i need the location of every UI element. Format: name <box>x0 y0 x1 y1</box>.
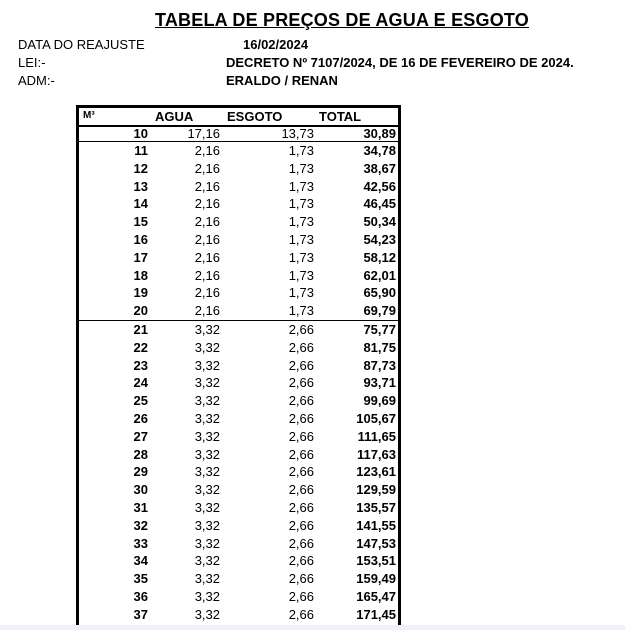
header-total: TOTAL <box>319 109 362 124</box>
cell-esgoto: 1,73 <box>288 231 314 247</box>
table-row <box>79 392 398 410</box>
cell-agua: 2,16 <box>194 196 220 212</box>
cell-agua: 3,32 <box>194 446 220 462</box>
cell-esgoto: 2,66 <box>288 375 314 391</box>
cell-esgoto: 2,66 <box>288 553 314 569</box>
cell-total: 117,63 <box>356 446 396 462</box>
header-m3: M³ <box>83 110 95 121</box>
cell-total: 65,90 <box>363 285 396 301</box>
cell-m3: 35 <box>133 571 148 587</box>
cell-m3: 18 <box>133 267 148 283</box>
cell-total: 62,01 <box>363 267 396 283</box>
table-row <box>79 160 398 178</box>
cell-total: 111,65 <box>357 428 396 444</box>
cell-m3: 11 <box>134 143 148 158</box>
cell-total: 147,53 <box>356 535 396 551</box>
cell-total: 81,75 <box>363 339 396 355</box>
cell-agua: 2,16 <box>194 214 220 230</box>
table-row <box>79 339 398 357</box>
cell-agua: 3,32 <box>194 375 220 391</box>
cell-esgoto: 2,66 <box>288 499 314 515</box>
cell-total: 141,55 <box>356 517 396 533</box>
cell-esgoto: 2,66 <box>288 321 314 337</box>
table-row <box>79 517 398 535</box>
cell-agua: 3,32 <box>194 464 220 480</box>
adm-label: ADM:- <box>18 73 55 88</box>
cell-agua: 3,32 <box>194 482 220 498</box>
cell-agua: 3,32 <box>194 588 220 604</box>
cell-total: 153,51 <box>356 553 396 569</box>
cell-agua: 2,16 <box>194 143 220 158</box>
cell-total: 165,47 <box>356 588 396 604</box>
cell-agua: 2,16 <box>194 231 220 247</box>
cell-m3: 37 <box>133 606 148 622</box>
cell-esgoto: 1,73 <box>288 249 314 265</box>
page-title: TABELA DE PREÇOS DE AGUA E ESGOTO <box>155 10 529 30</box>
cell-agua: 3,32 <box>194 339 220 355</box>
table-row <box>79 127 398 141</box>
cell-agua: 2,16 <box>194 267 220 283</box>
cell-esgoto: 2,66 <box>288 357 314 373</box>
cell-total: 58,12 <box>363 249 396 265</box>
cell-total: 129,59 <box>356 482 396 498</box>
cell-esgoto: 2,66 <box>288 464 314 480</box>
cell-m3: 15 <box>133 214 148 230</box>
cell-esgoto: 2,66 <box>288 571 314 587</box>
table-row <box>79 213 398 231</box>
cell-m3: 12 <box>133 160 148 176</box>
cell-m3: 36 <box>133 588 148 604</box>
table-row <box>79 410 398 428</box>
cell-agua: 3,32 <box>194 606 220 622</box>
table-row <box>79 463 398 481</box>
table-row <box>79 249 398 267</box>
cell-total: 87,73 <box>363 357 396 373</box>
cell-total: 69,79 <box>363 303 396 319</box>
cell-m3: 32 <box>133 517 148 533</box>
cell-esgoto: 1,73 <box>288 303 314 319</box>
cell-m3: 23 <box>133 357 148 373</box>
cell-esgoto: 2,66 <box>288 535 314 551</box>
cell-total: 105,67 <box>356 410 396 426</box>
table-row <box>79 320 398 339</box>
cell-m3: 34 <box>133 553 148 569</box>
reajuste-date-label: DATA DO REAJUSTE <box>18 37 145 52</box>
table-row <box>79 588 398 606</box>
cell-agua: 3,32 <box>194 499 220 515</box>
cell-esgoto: 1,73 <box>288 285 314 301</box>
cell-agua: 2,16 <box>194 178 220 194</box>
cell-total: 42,56 <box>363 178 396 194</box>
cell-agua: 2,16 <box>194 160 220 176</box>
cell-total: 99,69 <box>363 393 396 409</box>
cell-esgoto: 1,73 <box>288 160 314 176</box>
cell-total: 50,34 <box>363 214 396 230</box>
cell-esgoto: 2,66 <box>288 446 314 462</box>
table-row <box>79 178 398 196</box>
cell-m3: 21 <box>133 321 148 337</box>
table-row <box>79 231 398 249</box>
table-row <box>79 552 398 570</box>
cell-m3: 22 <box>133 339 148 355</box>
cell-agua: 3,32 <box>194 517 220 533</box>
adm-value: ERALDO / RENAN <box>226 73 338 88</box>
cell-m3: 30 <box>133 482 148 498</box>
cell-esgoto: 2,66 <box>288 517 314 533</box>
cell-total: 123,61 <box>356 464 396 480</box>
table-row <box>79 141 398 160</box>
cell-agua: 2,16 <box>194 285 220 301</box>
cell-agua: 3,32 <box>194 571 220 587</box>
table-row <box>79 357 398 375</box>
table-row <box>79 570 398 588</box>
table-row <box>79 606 398 624</box>
header-agua: AGUA <box>155 109 194 124</box>
cell-total: 171,45 <box>356 606 396 622</box>
cell-esgoto: 1,73 <box>288 267 314 283</box>
cell-m3: 17 <box>133 249 148 265</box>
cell-esgoto: 2,66 <box>288 339 314 355</box>
cell-total: 159,49 <box>356 571 396 587</box>
cell-m3: 27 <box>133 428 148 444</box>
cell-agua: 3,32 <box>194 535 220 551</box>
cell-esgoto: 2,66 <box>288 606 314 622</box>
cell-esgoto: 1,73 <box>288 214 314 230</box>
cell-esgoto: 1,73 <box>288 196 314 212</box>
cell-esgoto: 1,73 <box>288 143 314 158</box>
table-row <box>79 284 398 302</box>
cell-esgoto: 1,73 <box>288 178 314 194</box>
table-row <box>79 446 398 464</box>
header-esgoto: ESGOTO <box>227 109 283 124</box>
cell-agua: 3,32 <box>194 553 220 569</box>
table-row <box>79 535 398 553</box>
cell-esgoto: 13,73 <box>281 126 314 141</box>
cell-m3: 31 <box>133 499 148 515</box>
cell-m3: 16 <box>133 231 148 247</box>
cell-m3: 33 <box>133 535 148 551</box>
lei-value: DECRETO Nº 7107/2024, DE 16 DE FEVEREIRO DE 2024. <box>226 55 574 70</box>
cell-m3: 26 <box>133 410 148 426</box>
cell-m3: 20 <box>133 303 148 319</box>
cell-agua: 3,32 <box>194 357 220 373</box>
table-row <box>79 499 398 517</box>
cell-m3: 10 <box>133 126 148 141</box>
reajuste-date-value: 16/02/2024 <box>243 37 309 52</box>
cell-esgoto: 2,66 <box>288 393 314 409</box>
cell-m3: 24 <box>133 375 148 391</box>
table-row <box>79 195 398 213</box>
bottom-strip <box>0 625 625 630</box>
table-header <box>79 108 398 127</box>
table-row <box>79 481 398 499</box>
cell-m3: 19 <box>133 285 148 301</box>
table-row <box>79 374 398 392</box>
table-row <box>79 302 398 320</box>
cell-total: 38,67 <box>363 160 396 176</box>
cell-agua: 3,32 <box>194 321 220 337</box>
cell-m3: 13 <box>133 178 148 194</box>
cell-total: 30,89 <box>363 126 396 141</box>
cell-m3: 29 <box>133 464 148 480</box>
cell-esgoto: 2,66 <box>288 428 314 444</box>
cell-m3: 28 <box>133 446 148 462</box>
cell-total: 46,45 <box>363 196 396 212</box>
table-body <box>79 127 398 624</box>
cell-agua: 3,32 <box>194 428 220 444</box>
cell-m3: 14 <box>133 196 148 212</box>
table-row <box>79 267 398 285</box>
cell-esgoto: 2,66 <box>288 410 314 426</box>
cell-total: 75,77 <box>363 321 396 337</box>
cell-m3: 25 <box>133 393 148 409</box>
cell-agua: 3,32 <box>194 410 220 426</box>
table-row <box>79 428 398 446</box>
cell-total: 54,23 <box>363 231 396 247</box>
cell-total: 93,71 <box>363 375 396 391</box>
cell-esgoto: 2,66 <box>288 588 314 604</box>
cell-agua: 2,16 <box>194 303 220 319</box>
cell-agua: 2,16 <box>194 249 220 265</box>
cell-total: 34,78 <box>363 143 396 158</box>
lei-label: LEI:- <box>18 55 46 70</box>
cell-esgoto: 2,66 <box>288 482 314 498</box>
cell-total: 135,57 <box>356 499 396 515</box>
cell-agua: 3,32 <box>194 393 220 409</box>
price-table <box>76 105 401 630</box>
cell-agua: 17,16 <box>187 126 220 141</box>
